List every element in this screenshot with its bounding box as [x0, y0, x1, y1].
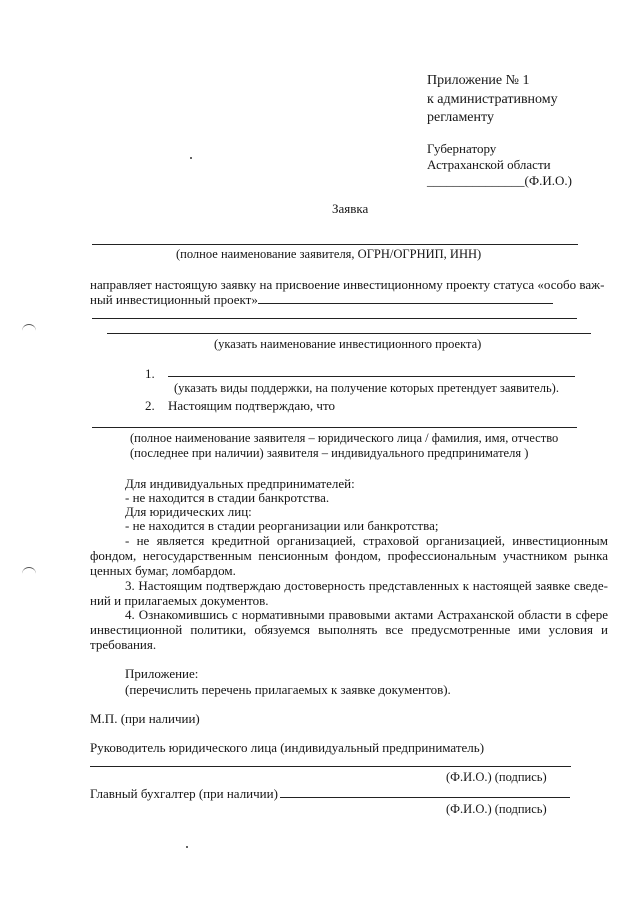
- head-signature-caption: (Ф.И.О.) (подпись): [446, 770, 547, 784]
- project-field-line: [107, 333, 591, 334]
- addressee-fio: _______________(Ф.И.О.): [427, 173, 572, 188]
- head-signature-line: [90, 766, 571, 767]
- document-title: Заявка: [332, 201, 369, 216]
- request-text: ный инвестиционный проект»: [90, 292, 258, 307]
- item2-caption: (последнее при наличии) заявителя – индивидуального предпринимателя ): [130, 446, 529, 460]
- ul-condition: - не находится в стадии реорганизации или банкротства;: [125, 518, 439, 533]
- ip-heading: Для индивидуальных предпринимателей:: [125, 476, 355, 491]
- addressee-line: Астраханской области: [427, 157, 551, 172]
- addressee-line: Губернатору: [427, 141, 497, 156]
- scan-mark: [22, 567, 36, 574]
- request-text: направляет настоящую заявку на присвоение инвестиционному проекту статуса «особо важ-: [90, 277, 605, 292]
- item1-caption: (указать виды поддержки, на получение которых претендует заявитель).: [174, 381, 559, 395]
- item3-text: 3. Настоящим подтверждаю достоверность представленных к настоящей заявке сведе-ний и прилагаемых документов.: [90, 578, 608, 608]
- accountant-label: Главный бухгалтер (при наличии): [90, 786, 278, 801]
- scan-mark: [22, 324, 36, 331]
- item2-text: Настоящим подтверждаю, что: [168, 398, 335, 413]
- appendix-regulation-line: регламенту: [427, 110, 494, 125]
- accountant-signature-line: [280, 797, 570, 798]
- item2-number: 2.: [145, 398, 155, 413]
- attachment-caption: (перечислить перечень прилагаемых к заявке документов).: [125, 682, 451, 697]
- item2-caption: (полное наименование заявителя – юридического лица / фамилия, имя, отчество: [130, 431, 559, 445]
- project-field-line: [258, 303, 553, 304]
- project-field-line: [92, 318, 577, 319]
- item1-number: 1.: [145, 366, 155, 381]
- project-caption: (указать наименование инвестиционного проекта): [214, 337, 482, 351]
- ul-heading: Для юридических лиц:: [125, 504, 252, 519]
- applicant-field-line: [92, 244, 578, 245]
- applicant-confirm-field-line: [92, 427, 577, 428]
- scan-speck: [190, 157, 192, 159]
- accountant-signature-caption: (Ф.И.О.) (подпись): [446, 802, 547, 816]
- attachment-label: Приложение:: [125, 666, 199, 681]
- ip-condition: - не находится в стадии банкротства.: [125, 490, 330, 505]
- scan-speck: [186, 846, 188, 848]
- appendix-regulation-line: к административному: [427, 92, 558, 107]
- head-label: Руководитель юридического лица (индивидуальный предприниматель): [90, 740, 485, 755]
- support-field-line: [168, 376, 575, 377]
- item4-text: 4. Ознакомившись с нормативными правовыми актами Астраханской области в сфере инвестиционной политики, обязуемся выполнять все предусмотренные ими условия и требования.: [90, 607, 608, 652]
- stamp-label: М.П. (при наличии): [90, 711, 200, 726]
- appendix-title: Приложение № 1: [427, 73, 530, 88]
- ul-condition: - не является кредитной организацией, страховой организацией, инвестиционным фондом, негосударственным пенсионным фондом, профессиональным участником рынка ценных бумаг, ломбардом.: [90, 533, 608, 578]
- applicant-caption: (полное наименование заявителя, ОГРН/ОГРНИП, ИНН): [176, 247, 482, 261]
